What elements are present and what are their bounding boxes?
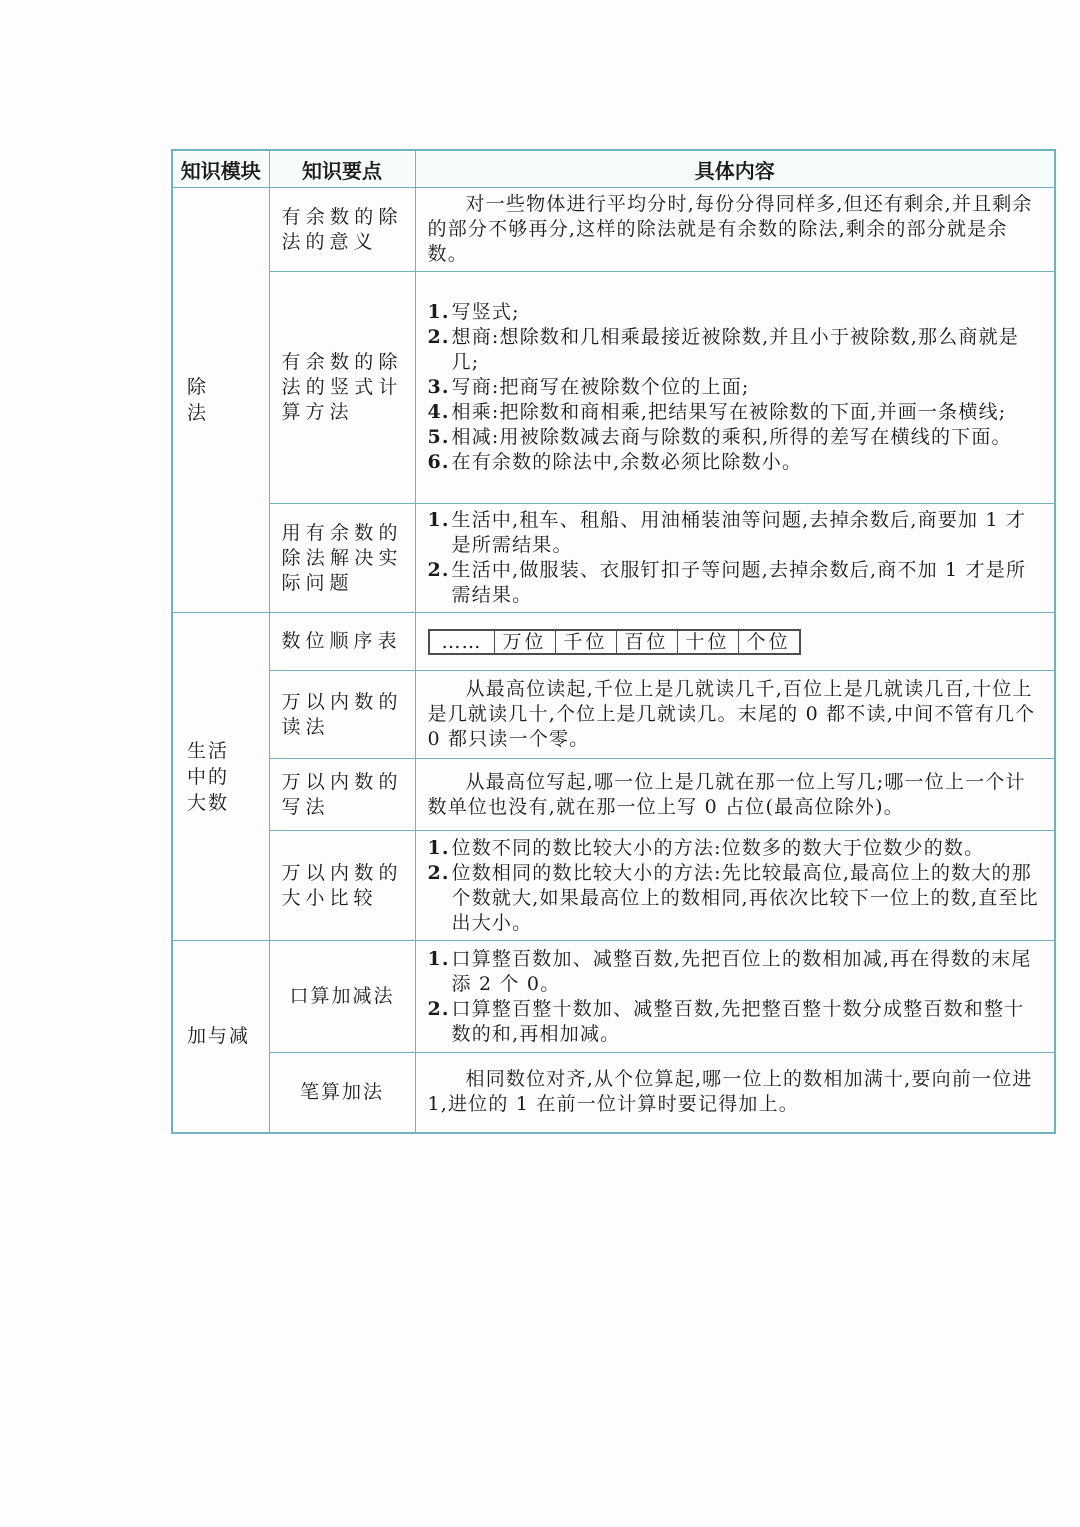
item-text: 想商:想除数和几相乘最接近被除数,并且小于被除数,那么商就是几; (451, 326, 1019, 373)
item-number: 2. (427, 559, 450, 581)
point-remainder-meaning: 有余数的除法的意义 (269, 188, 415, 272)
content-practical-problems (415, 504, 1055, 613)
content-mental-calc (415, 941, 1055, 1053)
item-number: 1. (427, 947, 450, 970)
item-text: 相减:用被除数减去商与除数的乘积,所得的差写在横线的下面。 (451, 426, 1012, 448)
point-mental-calc: 口算加减法 (269, 941, 415, 1053)
content-written-addition (415, 1053, 1055, 1133)
item-text: 写竖式; (451, 301, 520, 323)
item-text: 生活中,租车、租船、用油桶装油等问题,去掉余数后,商要加 1 才是所需结果。 (451, 509, 1027, 556)
table-row (172, 759, 1055, 831)
point-writing-numbers: 万以内数的写法 (269, 759, 415, 831)
point-reading-numbers: 万以内数的读法 (269, 671, 415, 759)
list-item (428, 508, 1043, 558)
paragraph: 从最高位写起,哪一位上是几就在那一位上写几;哪一位上一个计数单位也没有,就在那一位上写 0 占位(最高位除外)。 (427, 770, 1026, 818)
item-text: 口算整百整十数加、减整百数,先把整百整十数分成整百数和整十数的和,再相加减。 (451, 997, 1025, 1045)
table-row (172, 941, 1055, 1053)
item-number: 6. (427, 451, 450, 473)
module-big-numbers: 生活中的大数 (172, 613, 269, 941)
place-value-table (428, 629, 801, 655)
table-row (172, 671, 1055, 759)
module-add-sub: 加与减 (172, 941, 269, 1133)
point-comparing-numbers: 万以内数的大小比较 (269, 831, 415, 941)
item-text: 写商:把商写在被除数个位的上面; (451, 376, 750, 398)
header-module: 知识模块 (172, 150, 269, 188)
list-item (428, 997, 1043, 1047)
list-item (428, 450, 1043, 475)
item-number: 2. (427, 861, 450, 884)
item-number: 3. (427, 376, 450, 398)
point-vertical-method: 有余数的除法的竖式计算方法 (269, 272, 415, 504)
table-row (172, 272, 1055, 504)
header-point: 知识要点 (269, 150, 415, 188)
place-cell: 千位 (555, 631, 616, 653)
place-cell: 万位 (494, 631, 555, 653)
steps-list (428, 300, 1043, 475)
item-text: 生活中,做服装、衣服钉扣子等问题,去掉余数后,商不加 1 才是所需结果。 (451, 559, 1027, 606)
item-number: 1. (427, 301, 450, 323)
place-cell: 十位 (677, 631, 738, 653)
item-number: 1. (427, 836, 450, 859)
knowledge-table (171, 149, 1056, 1134)
table-row (172, 504, 1055, 613)
table-row (172, 831, 1055, 941)
point-practical-problems: 用有余数的除法解决实际问题 (269, 504, 415, 613)
point-written-addition: 笔算加法 (269, 1053, 415, 1133)
paragraph: 从最高位读起,千位上是几就读几千,百位上是几就读几百,十位上是几就读几十,个位上是几就读几。末尾的 0 都不读,中间不管有几个 0 都只读一个零。 (427, 678, 1036, 750)
content-comparing-numbers (415, 831, 1055, 941)
header-content: 具体内容 (415, 150, 1055, 188)
content-vertical-method (415, 272, 1055, 504)
paragraph: 相同数位对齐,从个位算起,哪一位上的数相加满十,要向前一位进 1,进位的 1 在前一位计算时要记得加上。 (427, 1068, 1033, 1116)
steps-list (428, 947, 1043, 1047)
steps-list (428, 836, 1043, 936)
place-cell: 个位 (738, 631, 799, 653)
list-item (428, 836, 1043, 861)
steps-list (428, 508, 1043, 608)
list-item (428, 425, 1043, 450)
list-item (428, 861, 1043, 936)
content-remainder-meaning (415, 188, 1055, 272)
table-row (172, 613, 1055, 671)
item-text: 位数不同的数比较大小的方法:位数多的数大于位数少的数。 (451, 836, 985, 859)
table-row (172, 188, 1055, 272)
list-item (428, 558, 1043, 608)
list-item (428, 300, 1043, 325)
paragraph: 对一些物体进行平均分时,每份分得同样多,但还有剩余,并且剩余的部分不够再分,这样的除法就是有余数的除法,剩余的部分就是余数。 (427, 193, 1033, 265)
item-text: 位数相同的数比较大小的方法:先比较最高位,最高位上的数大的那个数就大,如果最高位上的数相同,再依次比较下一位上的数,直至比出大小。 (451, 861, 1039, 934)
item-text: 口算整百数加、减整百数,先把百位上的数相加减,再在得数的末尾添 2 个 0。 (451, 947, 1032, 995)
list-item (428, 375, 1043, 400)
list-item (428, 947, 1043, 997)
place-cell: 百位 (616, 631, 677, 653)
content-place-value-table (415, 613, 1055, 671)
table-header-row (172, 150, 1055, 188)
item-number: 1. (427, 509, 450, 531)
content-writing-numbers (415, 759, 1055, 831)
item-number: 2. (427, 326, 450, 348)
item-number: 2. (427, 997, 450, 1020)
list-item (428, 325, 1043, 375)
content-reading-numbers (415, 671, 1055, 759)
table-row (172, 1053, 1055, 1133)
item-number: 4. (427, 401, 450, 423)
module-division: 除 法 (172, 188, 269, 613)
list-item (428, 400, 1043, 425)
item-text: 相乘:把除数和商相乘,把结果写在被除数的下面,并画一条横线; (451, 401, 1007, 423)
place-cell: …… (441, 630, 482, 653)
item-text: 在有余数的除法中,余数必须比除数小。 (451, 451, 803, 473)
point-place-value-table: 数位顺序表 (269, 613, 415, 671)
item-number: 5. (427, 426, 450, 448)
